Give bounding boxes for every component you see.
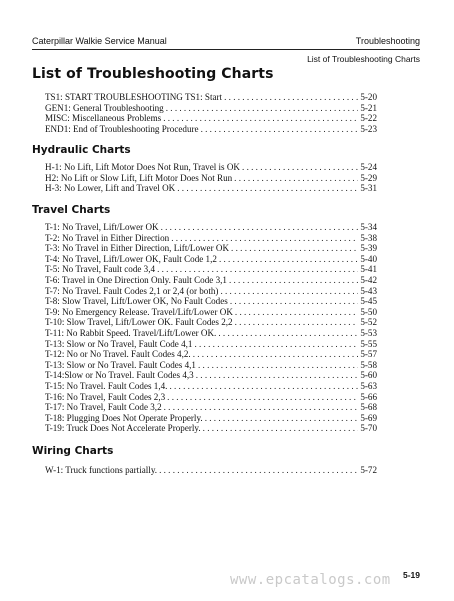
header-divider — [32, 49, 420, 50]
toc-entry-page: 5-23 — [360, 123, 377, 134]
toc-entry — [45, 307, 377, 318]
toc-entry-page: 5-72 — [360, 465, 377, 475]
toc-entry-title: T-6: Travel in One Direction Only. Fault Code 3,1 — [45, 274, 227, 285]
toc-entry — [45, 392, 377, 403]
toc-entry — [45, 286, 377, 297]
toc-entry — [45, 296, 377, 307]
dot-leader — [231, 243, 358, 254]
wiring-chart-list — [45, 465, 377, 476]
toc-entry — [45, 92, 377, 103]
dot-leader — [198, 360, 358, 371]
toc-entry — [45, 402, 377, 413]
toc-entry-page: 5-31 — [360, 183, 377, 194]
toc-entry-title: T-19: Truck Does Not Accelerate Properly. — [45, 423, 201, 434]
toc-entry-page: 5-22 — [360, 113, 377, 124]
travel-heading: Travel Charts — [32, 204, 111, 216]
toc-entry-page: 5-45 — [360, 296, 377, 307]
toc-entry — [45, 275, 377, 286]
toc-entry-title: T-12: No or No Travel. Fault Codes 4,2. — [45, 349, 191, 360]
toc-entry-title: T-7: No Travel. Fault Codes 2,1 or 2,4 (or both) — [45, 285, 219, 296]
dot-leader — [163, 113, 358, 124]
toc-entry — [45, 222, 377, 233]
toc-entry — [45, 381, 377, 392]
toc-entry-page: 5-69 — [360, 412, 377, 423]
dot-leader — [196, 370, 359, 381]
page-title: List of Troubleshooting Charts — [32, 66, 274, 82]
dot-leader — [234, 173, 358, 184]
toc-entry-title: END1: End of Troubleshooting Procedure — [45, 123, 199, 134]
dot-leader — [171, 233, 358, 244]
toc-entry-page: 5-24 — [360, 162, 377, 172]
dot-leader — [235, 307, 358, 318]
running-header — [32, 33, 420, 49]
toc-entry-page: 5-21 — [360, 102, 377, 113]
toc-entry — [45, 124, 377, 135]
toc-entry-page: 5-40 — [360, 253, 377, 264]
toc-entry-title: H-3: No Lower, Lift and Travel OK — [45, 183, 176, 194]
dot-leader — [220, 286, 358, 297]
hydraulic-heading: Hydraulic Charts — [32, 144, 131, 156]
dot-leader — [164, 402, 359, 413]
toc-entry — [45, 183, 377, 194]
toc-entry-page: 5-60 — [360, 370, 377, 381]
toc-entry-title: H-1: No Lift, Lift Motor Does Not Run, Travel is OK — [45, 162, 241, 172]
toc-entry-title: TS1: START TROUBLESHOOTING TS1: Start — [45, 92, 223, 102]
dot-leader — [166, 103, 359, 114]
toc-entry-page: 5-34 — [360, 222, 377, 232]
toc-entry-title: T-3: No Travel in Either Direction, Lift/Lower OK — [45, 243, 230, 254]
dot-leader — [157, 264, 358, 275]
toc-entry-page: 5-55 — [360, 338, 377, 349]
toc-entry-title: T-9: No Emergency Release. Travel/Lift/Lower OK — [45, 306, 233, 317]
toc-entry-title: T-11: No Rabbit Speed. Travel/Lift/Lower OK. — [45, 327, 217, 338]
dot-leader — [159, 465, 358, 476]
toc-entry — [45, 465, 377, 476]
toc-entry — [45, 113, 377, 124]
toc-entry — [45, 162, 377, 173]
wiring-heading: Wiring Charts — [32, 445, 114, 457]
toc-entry-page: 5-68 — [360, 402, 377, 413]
toc-entry — [45, 233, 377, 244]
toc-entry-page: 5-50 — [360, 306, 377, 317]
toc-entry-title: T-18: Plugging Does Not Operate Properly. — [45, 412, 203, 423]
toc-entry-page: 5-57 — [360, 349, 377, 360]
toc-entry-title: T-16: No Travel, Fault Codes 2,3 — [45, 391, 166, 402]
toc-entry-page: 5-66 — [360, 391, 377, 402]
dot-leader — [224, 92, 358, 103]
dot-leader — [161, 222, 359, 233]
hydraulic-chart-list — [45, 162, 377, 194]
toc-entry — [45, 349, 377, 360]
toc-entry-title: H2: No Lift or Slow Lift, Lift Motor Does Not Run — [45, 172, 233, 183]
toc-entry-title: T-13: Slow or No Travel, Fault Code 4,1 — [45, 338, 193, 349]
toc-entry — [45, 339, 377, 350]
toc-entry — [45, 243, 377, 254]
toc-entry — [45, 254, 377, 265]
toc-entry-page: 5-70 — [360, 423, 377, 434]
dot-leader — [194, 339, 358, 350]
dot-leader — [218, 328, 358, 339]
toc-entry-page: 5-20 — [360, 92, 377, 102]
toc-entry-title: GEN1: General Troubleshooting — [45, 102, 164, 113]
page-number: 5-19 — [402, 570, 420, 580]
dot-leader — [167, 392, 358, 403]
travel-chart-list — [45, 222, 377, 434]
toc-entry-title: T-4: No Travel, Lift/Lower OK, Fault Code 1,2 — [45, 253, 217, 264]
toc-entry — [45, 173, 377, 184]
toc-entry — [45, 264, 377, 275]
toc-entry — [45, 103, 377, 114]
toc-entry-page: 5-63 — [360, 380, 377, 391]
dot-leader — [177, 183, 358, 194]
dot-leader — [205, 413, 359, 424]
dot-leader — [242, 162, 358, 173]
toc-entry-title: T-15: No Travel. Fault Codes 1,4. — [45, 380, 168, 391]
dot-leader — [169, 381, 358, 392]
dot-leader — [201, 124, 359, 135]
dot-leader — [235, 317, 359, 328]
dot-leader — [203, 423, 359, 434]
toc-entry-title: T-13: Slow or No Travel. Fault Codes 4,1 — [45, 359, 196, 370]
toc-entry — [45, 317, 377, 328]
watermark-url: www.epcatalogs.com — [230, 572, 391, 588]
toc-entry-page: 5-58 — [360, 359, 377, 370]
toc-entry — [45, 423, 377, 434]
toc-entry-page: 5-43 — [360, 285, 377, 296]
toc-entry-title: T-17: No Travel, Fault Code 3,2 — [45, 402, 162, 413]
toc-entry — [45, 370, 377, 381]
toc-entry-page: 5-52 — [360, 317, 377, 328]
toc-entry-title: T-5: No Travel, Fault code 3,4 — [45, 264, 156, 275]
dot-leader — [230, 296, 359, 307]
toc-entry-page: 5-39 — [360, 243, 377, 254]
toc-entry — [45, 328, 377, 339]
manual-title: Caterpillar Walkie Service Manual — [32, 36, 167, 46]
page-subtitle: List of Troubleshooting Charts — [307, 54, 420, 64]
dot-leader — [193, 349, 359, 360]
toc-entry-page: 5-53 — [360, 327, 377, 338]
toc-entry-title: W-1: Truck functions partially. — [45, 465, 158, 475]
toc-entry-page: 5-29 — [360, 172, 377, 183]
section-name: Troubleshooting — [355, 36, 420, 46]
toc-entry-title: T-14:Slow or No Travel. Fault Codes 4,3 — [45, 370, 194, 381]
toc-entry-title: T-1: No Travel, Lift/Lower OK — [45, 222, 159, 232]
toc-entry-page: 5-41 — [360, 264, 377, 275]
toc-entry-page: 5-42 — [360, 274, 377, 285]
toc-entry — [45, 413, 377, 424]
toc-entry-page: 5-38 — [360, 232, 377, 243]
toc-entry-title: MISC: Miscellaneous Problems — [45, 113, 162, 124]
toc-entry-title: T-10: Slow Travel, Lift/Lower OK. Fault Codes 2,2 — [45, 317, 233, 328]
toc-entry-title: T-2: No Travel in Either Direction — [45, 232, 170, 243]
toc-entry — [45, 360, 377, 371]
intro-chart-list — [45, 92, 377, 134]
dot-leader — [229, 275, 358, 286]
toc-entry-title: T-8: Slow Travel, Lift/Lower OK, No Fault Codes — [45, 296, 228, 307]
dot-leader — [219, 254, 358, 265]
